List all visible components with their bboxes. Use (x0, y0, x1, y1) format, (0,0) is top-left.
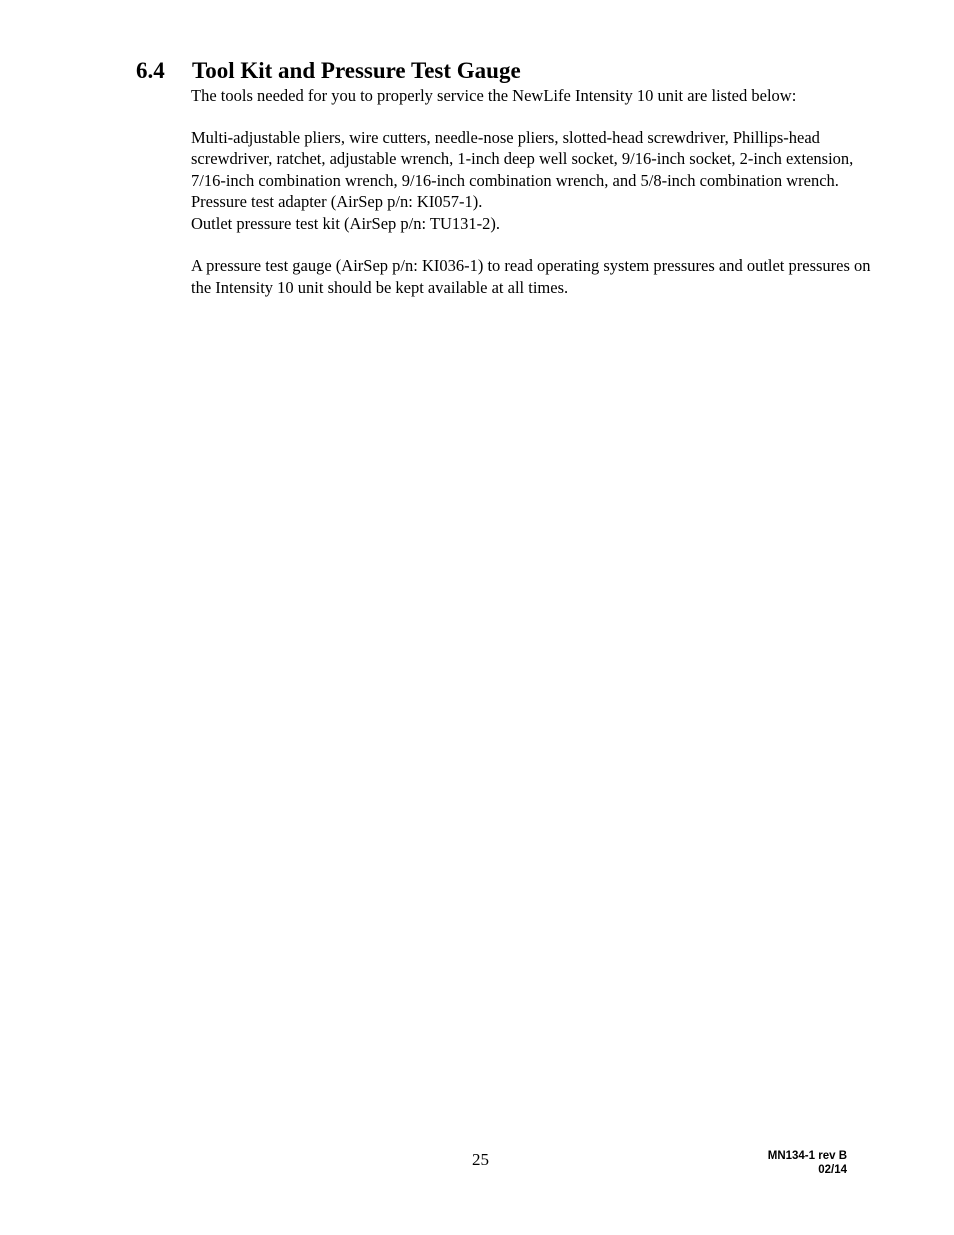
document-date: 02/14 (818, 1164, 847, 1176)
outlet-test-kit-line: Outlet pressure test kit (AirSep p/n: TU131-2). (191, 213, 501, 233)
pressure-adapter-line: Pressure test adapter (AirSep p/n: KI057-1). (191, 192, 483, 211)
document-id-block (768, 1149, 847, 1177)
section-number: 6.4 (136, 58, 165, 83)
pressure-gauge-paragraph: A pressure test gauge (AirSep p/n: KI036-1) to read operating system pressures and outlet pressures on the Intensity 10 unit should be kept available at all times. (191, 256, 871, 297)
document-revision: MN134-1 rev B (767, 1150, 847, 1162)
paragraph-spacer (191, 234, 881, 255)
tools-list-paragraph: Multi-adjustable pliers, wire cutters, needle-nose pliers, slotted-head screwdriver, Phillips-head screwdriver, ratchet, adjustable wrench, 1-inch deep well socket, 9/16-inch socket, 2-inch extension, 7/16-inch combination wrench, 9/16-inch combination wrench, and 5/8-inch combination wrench. (191, 127, 854, 190)
page-number: 25 (472, 1150, 489, 1169)
intro-paragraph: The tools needed for you to properly service the NewLife Intensity 10 unit are listed below: (191, 86, 797, 105)
section-body (191, 85, 881, 298)
section-heading (136, 57, 521, 85)
section-title: Tool Kit and Pressure Test Gauge (192, 58, 521, 83)
